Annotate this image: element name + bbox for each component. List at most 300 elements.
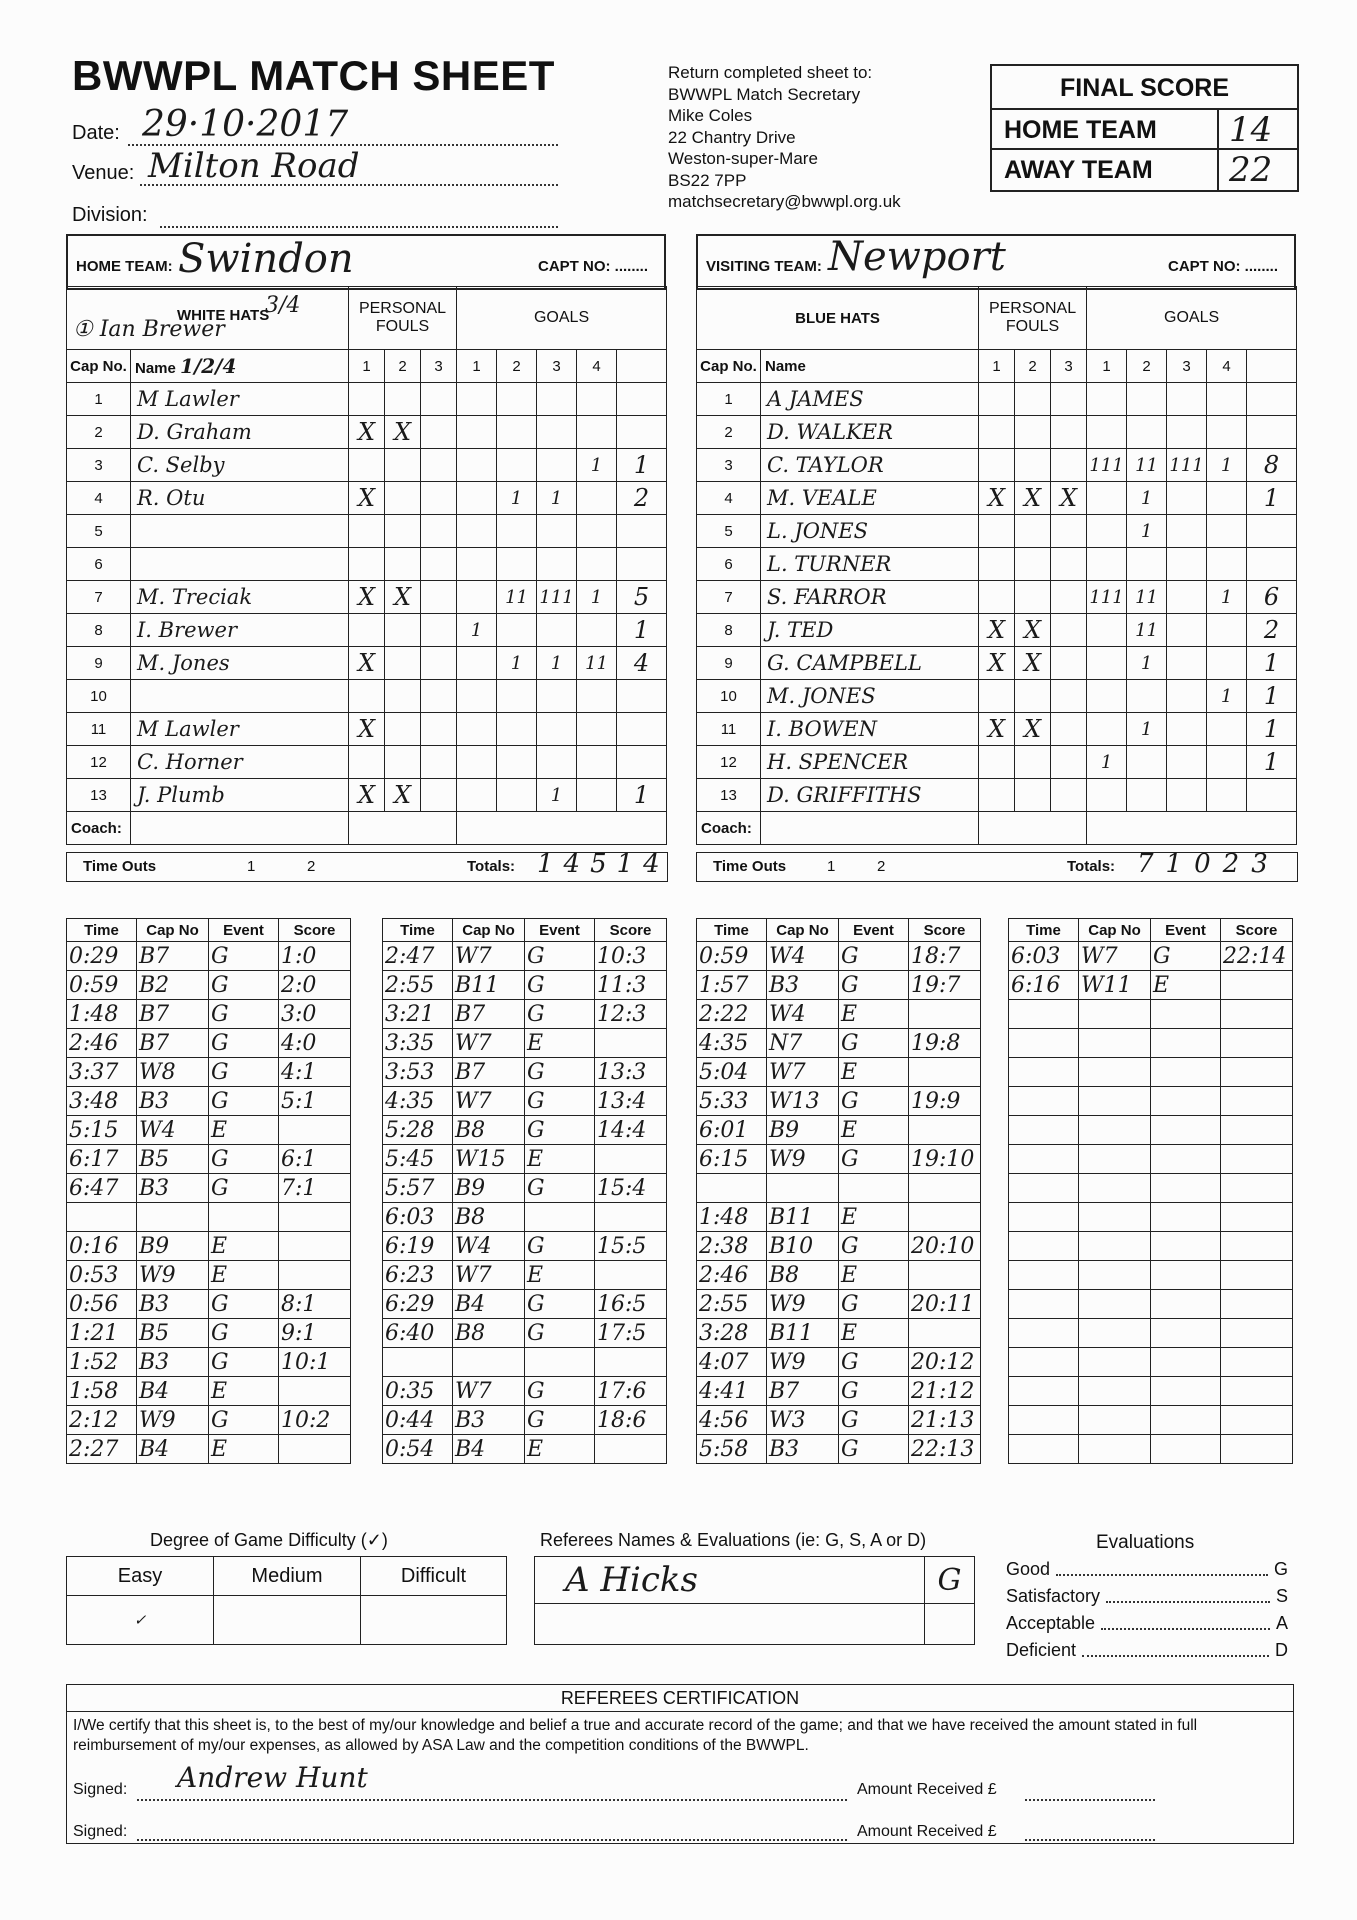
event-cell[interactable]: G <box>525 1000 595 1029</box>
event-cell[interactable]: 0:29 <box>67 942 137 971</box>
event-cell[interactable] <box>1079 1406 1151 1435</box>
foul-cell[interactable] <box>385 713 421 746</box>
event-cell[interactable] <box>1009 1058 1079 1087</box>
player-total[interactable]: 6 <box>1247 581 1297 614</box>
foul-cell[interactable]: X <box>385 779 421 812</box>
event-cell[interactable] <box>1009 1203 1079 1232</box>
event-cell[interactable] <box>1151 1087 1221 1116</box>
event-cell[interactable]: 22:13 <box>909 1435 981 1464</box>
event-cell[interactable]: 6:16 <box>1009 971 1079 1000</box>
foul-cell[interactable] <box>421 383 457 416</box>
coach-field[interactable] <box>761 812 979 845</box>
event-cell[interactable]: 17:5 <box>595 1319 667 1348</box>
goal-cell[interactable] <box>577 548 617 581</box>
foul-cell[interactable] <box>979 548 1015 581</box>
event-cell[interactable]: B3 <box>137 1087 209 1116</box>
event-cell[interactable] <box>595 1203 667 1232</box>
event-cell[interactable] <box>1221 1319 1293 1348</box>
goal-cell[interactable] <box>1207 383 1247 416</box>
event-cell[interactable] <box>595 1029 667 1058</box>
foul-cell[interactable] <box>385 680 421 713</box>
event-cell[interactable] <box>525 1203 595 1232</box>
event-cell[interactable]: W11 <box>1079 971 1151 1000</box>
event-cell[interactable] <box>1151 1261 1221 1290</box>
foul-cell[interactable] <box>421 416 457 449</box>
event-cell[interactable]: G <box>525 1377 595 1406</box>
goal-cell[interactable] <box>1087 614 1127 647</box>
goal-cell[interactable] <box>1207 713 1247 746</box>
event-cell[interactable]: 5:33 <box>697 1087 767 1116</box>
event-cell[interactable]: 0:59 <box>697 942 767 971</box>
event-cell[interactable]: 3:53 <box>383 1058 453 1087</box>
event-cell[interactable] <box>909 1319 981 1348</box>
event-cell[interactable]: W9 <box>137 1261 209 1290</box>
foul-cell[interactable] <box>979 779 1015 812</box>
foul-cell[interactable] <box>385 746 421 779</box>
event-cell[interactable] <box>1221 1029 1293 1058</box>
event-cell[interactable]: B3 <box>137 1348 209 1377</box>
event-cell[interactable]: B7 <box>137 1000 209 1029</box>
event-cell[interactable]: G <box>209 1290 279 1319</box>
foul-cell[interactable]: X <box>1015 614 1051 647</box>
event-cell[interactable]: 19:7 <box>909 971 981 1000</box>
event-cell[interactable]: 19:10 <box>909 1145 981 1174</box>
event-cell[interactable]: 5:28 <box>383 1116 453 1145</box>
event-cell[interactable] <box>1079 1087 1151 1116</box>
event-cell[interactable]: B5 <box>137 1319 209 1348</box>
player-name[interactable]: C. Selby <box>131 449 349 482</box>
event-cell[interactable]: E <box>209 1232 279 1261</box>
event-cell[interactable] <box>1009 1261 1079 1290</box>
event-cell[interactable] <box>1221 1290 1293 1319</box>
event-cell[interactable]: 6:15 <box>697 1145 767 1174</box>
event-cell[interactable]: 3:37 <box>67 1058 137 1087</box>
event-cell[interactable] <box>595 1261 667 1290</box>
goal-cell[interactable]: 1 <box>1207 680 1247 713</box>
event-cell[interactable] <box>1079 1000 1151 1029</box>
event-cell[interactable]: 18:7 <box>909 942 981 971</box>
event-cell[interactable]: 19:8 <box>909 1029 981 1058</box>
event-cell[interactable]: 6:01 <box>697 1116 767 1145</box>
foul-cell[interactable] <box>1015 779 1051 812</box>
event-cell[interactable]: 3:28 <box>697 1319 767 1348</box>
goal-cell[interactable] <box>537 416 577 449</box>
event-cell[interactable]: B7 <box>137 1029 209 1058</box>
goal-cell[interactable] <box>537 548 577 581</box>
player-name[interactable]: J. TED <box>761 614 979 647</box>
goal-cell[interactable] <box>497 680 537 713</box>
event-cell[interactable]: 1:48 <box>67 1000 137 1029</box>
player-name[interactable]: M. VEALE <box>761 482 979 515</box>
event-cell[interactable]: W15 <box>453 1145 525 1174</box>
foul-cell[interactable] <box>421 449 457 482</box>
event-cell[interactable]: E <box>839 1058 909 1087</box>
event-cell[interactable]: 3:0 <box>279 1000 351 1029</box>
event-cell[interactable]: 13:4 <box>595 1087 667 1116</box>
event-cell[interactable]: B8 <box>453 1319 525 1348</box>
event-cell[interactable]: W7 <box>767 1058 839 1087</box>
foul-cell[interactable] <box>1051 548 1087 581</box>
event-cell[interactable] <box>909 1203 981 1232</box>
goal-cell[interactable] <box>1087 416 1127 449</box>
goal-cell[interactable] <box>457 383 497 416</box>
event-cell[interactable]: G <box>209 1319 279 1348</box>
foul-cell[interactable]: X <box>979 647 1015 680</box>
timeout-1[interactable]: 1 <box>827 858 836 875</box>
event-cell[interactable]: B8 <box>767 1261 839 1290</box>
event-cell[interactable]: W9 <box>767 1145 839 1174</box>
event-cell[interactable]: G <box>209 1087 279 1116</box>
referee-evaluation[interactable]: G <box>925 1557 975 1604</box>
event-cell[interactable]: G <box>209 1145 279 1174</box>
event-cell[interactable]: 1:57 <box>697 971 767 1000</box>
goal-cell[interactable] <box>1127 746 1167 779</box>
foul-cell[interactable] <box>349 680 385 713</box>
goal-cell[interactable] <box>537 515 577 548</box>
event-cell[interactable]: 2:47 <box>383 942 453 971</box>
foul-cell[interactable]: X <box>979 614 1015 647</box>
goal-cell[interactable] <box>497 713 537 746</box>
event-cell[interactable] <box>1079 1029 1151 1058</box>
event-cell[interactable] <box>279 1435 351 1464</box>
goal-cell[interactable]: 111 <box>537 581 577 614</box>
foul-cell[interactable] <box>1051 713 1087 746</box>
event-cell[interactable]: G <box>525 1087 595 1116</box>
event-cell[interactable] <box>1009 1319 1079 1348</box>
goal-cell[interactable] <box>1167 647 1207 680</box>
goal-cell[interactable] <box>1207 614 1247 647</box>
event-cell[interactable] <box>595 1145 667 1174</box>
event-cell[interactable] <box>1221 1203 1293 1232</box>
goal-cell[interactable] <box>457 779 497 812</box>
player-total[interactable]: 2 <box>1247 614 1297 647</box>
difficulty-medium-checkbox[interactable] <box>214 1596 361 1645</box>
event-cell[interactable]: 4:0 <box>279 1029 351 1058</box>
event-cell[interactable]: G <box>209 1000 279 1029</box>
player-total[interactable]: 2 <box>617 482 667 515</box>
event-cell[interactable]: 10:3 <box>595 942 667 971</box>
foul-cell[interactable]: X <box>349 416 385 449</box>
event-cell[interactable] <box>1221 971 1293 1000</box>
event-cell[interactable] <box>525 1348 595 1377</box>
goal-cell[interactable]: 1 <box>1207 581 1247 614</box>
player-total[interactable] <box>1247 779 1297 812</box>
player-total[interactable] <box>617 746 667 779</box>
foul-cell[interactable] <box>1051 449 1087 482</box>
foul-cell[interactable] <box>385 647 421 680</box>
event-cell[interactable] <box>1009 1435 1079 1464</box>
event-cell[interactable] <box>1221 1000 1293 1029</box>
event-cell[interactable]: 5:45 <box>383 1145 453 1174</box>
goal-cell[interactable] <box>1087 680 1127 713</box>
event-cell[interactable]: 1:0 <box>279 942 351 971</box>
goal-cell[interactable] <box>1087 779 1127 812</box>
division-field[interactable] <box>160 200 558 228</box>
event-cell[interactable] <box>1151 1377 1221 1406</box>
event-cell[interactable] <box>909 1000 981 1029</box>
goal-cell[interactable] <box>457 515 497 548</box>
event-cell[interactable]: 6:19 <box>383 1232 453 1261</box>
event-cell[interactable]: G <box>209 971 279 1000</box>
foul-cell[interactable] <box>1051 515 1087 548</box>
event-cell[interactable]: W4 <box>767 1000 839 1029</box>
foul-cell[interactable] <box>1015 548 1051 581</box>
goal-cell[interactable] <box>1167 383 1207 416</box>
goal-cell[interactable] <box>1167 746 1207 779</box>
event-cell[interactable]: G <box>525 1290 595 1319</box>
goal-cell[interactable] <box>1167 581 1207 614</box>
event-cell[interactable] <box>909 1116 981 1145</box>
event-cell[interactable]: 2:46 <box>697 1261 767 1290</box>
event-cell[interactable]: G <box>839 1348 909 1377</box>
goal-cell[interactable] <box>497 449 537 482</box>
event-cell[interactable]: 4:35 <box>383 1087 453 1116</box>
event-cell[interactable]: 2:55 <box>697 1290 767 1319</box>
goal-cell[interactable]: 11 <box>1127 614 1167 647</box>
event-cell[interactable] <box>1221 1058 1293 1087</box>
foul-cell[interactable] <box>1051 746 1087 779</box>
event-cell[interactable]: 6:03 <box>1009 942 1079 971</box>
foul-cell[interactable] <box>349 449 385 482</box>
event-cell[interactable] <box>1221 1435 1293 1464</box>
event-cell[interactable]: 6:17 <box>67 1145 137 1174</box>
event-cell[interactable]: 22:14 <box>1221 942 1293 971</box>
event-cell[interactable]: 2:38 <box>697 1232 767 1261</box>
foul-cell[interactable] <box>421 746 457 779</box>
event-cell[interactable] <box>1079 1232 1151 1261</box>
event-cell[interactable] <box>1009 1000 1079 1029</box>
event-cell[interactable]: W7 <box>453 1087 525 1116</box>
event-cell[interactable] <box>1151 1029 1221 1058</box>
foul-cell[interactable] <box>1015 416 1051 449</box>
player-name[interactable]: J. Plumb <box>131 779 349 812</box>
event-cell[interactable]: B10 <box>767 1232 839 1261</box>
event-cell[interactable]: 4:56 <box>697 1406 767 1435</box>
goal-cell[interactable]: 1 <box>1087 746 1127 779</box>
event-cell[interactable]: G <box>525 1232 595 1261</box>
foul-cell[interactable] <box>385 482 421 515</box>
foul-cell[interactable]: X <box>979 482 1015 515</box>
event-cell[interactable]: E <box>209 1116 279 1145</box>
event-cell[interactable]: 18:6 <box>595 1406 667 1435</box>
event-cell[interactable]: E <box>525 1145 595 1174</box>
difficulty-difficult-checkbox[interactable] <box>361 1596 507 1645</box>
event-cell[interactable]: 0:35 <box>383 1377 453 1406</box>
home-score-field[interactable] <box>1217 110 1297 150</box>
event-cell[interactable]: E <box>209 1435 279 1464</box>
player-name[interactable]: M Lawler <box>131 713 349 746</box>
goal-cell[interactable] <box>537 746 577 779</box>
goal-cell[interactable] <box>577 746 617 779</box>
event-cell[interactable] <box>909 1174 981 1203</box>
event-cell[interactable]: 6:03 <box>383 1203 453 1232</box>
goal-cell[interactable] <box>537 614 577 647</box>
foul-cell[interactable] <box>1015 746 1051 779</box>
date-field[interactable] <box>128 104 558 146</box>
foul-cell[interactable] <box>349 614 385 647</box>
goal-cell[interactable] <box>457 746 497 779</box>
goal-cell[interactable]: 11 <box>497 581 537 614</box>
event-cell[interactable] <box>1009 1145 1079 1174</box>
event-cell[interactable]: G <box>525 942 595 971</box>
goal-cell[interactable]: 1 <box>1127 515 1167 548</box>
player-total[interactable]: 1 <box>617 449 667 482</box>
event-cell[interactable]: W4 <box>453 1232 525 1261</box>
event-cell[interactable]: 7:1 <box>279 1174 351 1203</box>
event-cell[interactable] <box>1009 1174 1079 1203</box>
event-cell[interactable]: G <box>839 1435 909 1464</box>
foul-cell[interactable]: X <box>385 581 421 614</box>
event-cell[interactable] <box>279 1261 351 1290</box>
goal-cell[interactable] <box>1207 647 1247 680</box>
timeout-2[interactable]: 2 <box>877 858 886 875</box>
event-cell[interactable] <box>1009 1377 1079 1406</box>
event-cell[interactable] <box>1079 1058 1151 1087</box>
goal-cell[interactable] <box>457 680 497 713</box>
player-total[interactable] <box>617 383 667 416</box>
event-cell[interactable]: E <box>839 1319 909 1348</box>
event-cell[interactable]: G <box>839 1377 909 1406</box>
referee-evaluation-2[interactable] <box>925 1604 975 1645</box>
foul-cell[interactable] <box>1051 614 1087 647</box>
foul-cell[interactable] <box>979 680 1015 713</box>
goal-cell[interactable] <box>577 482 617 515</box>
event-cell[interactable]: B4 <box>137 1435 209 1464</box>
player-name[interactable]: A JAMES <box>761 383 979 416</box>
goal-cell[interactable] <box>457 647 497 680</box>
event-cell[interactable]: 6:47 <box>67 1174 137 1203</box>
goal-cell[interactable]: 11 <box>1127 449 1167 482</box>
goal-cell[interactable] <box>1087 383 1127 416</box>
goal-cell[interactable] <box>1207 482 1247 515</box>
event-cell[interactable]: W9 <box>137 1406 209 1435</box>
goal-cell[interactable]: 1 <box>497 482 537 515</box>
event-cell[interactable]: B5 <box>137 1145 209 1174</box>
event-cell[interactable]: W13 <box>767 1087 839 1116</box>
event-cell[interactable]: B2 <box>137 971 209 1000</box>
goal-cell[interactable] <box>1127 548 1167 581</box>
goal-cell[interactable] <box>577 614 617 647</box>
event-cell[interactable]: W7 <box>453 942 525 971</box>
goal-cell[interactable]: 111 <box>1087 581 1127 614</box>
event-cell[interactable]: 17:6 <box>595 1377 667 1406</box>
foul-cell[interactable] <box>421 647 457 680</box>
foul-cell[interactable]: X <box>1015 647 1051 680</box>
goal-cell[interactable] <box>577 383 617 416</box>
goal-cell[interactable] <box>577 515 617 548</box>
foul-cell[interactable]: X <box>1051 482 1087 515</box>
event-cell[interactable]: B3 <box>767 1435 839 1464</box>
event-cell[interactable] <box>1079 1174 1151 1203</box>
event-cell[interactable]: G <box>209 1348 279 1377</box>
goal-cell[interactable] <box>497 383 537 416</box>
event-cell[interactable] <box>1009 1290 1079 1319</box>
foul-cell[interactable] <box>979 746 1015 779</box>
foul-cell[interactable] <box>349 515 385 548</box>
foul-cell[interactable] <box>979 416 1015 449</box>
event-cell[interactable]: E <box>209 1261 279 1290</box>
event-cell[interactable]: 0:44 <box>383 1406 453 1435</box>
event-cell[interactable] <box>1009 1087 1079 1116</box>
home-team-name[interactable]: Swindon <box>178 236 354 282</box>
event-cell[interactable]: 2:22 <box>697 1000 767 1029</box>
goal-cell[interactable] <box>497 746 537 779</box>
goal-cell[interactable] <box>457 416 497 449</box>
event-cell[interactable]: G <box>525 1406 595 1435</box>
event-cell[interactable]: 3:48 <box>67 1087 137 1116</box>
event-cell[interactable]: 6:40 <box>383 1319 453 1348</box>
goal-cell[interactable] <box>577 416 617 449</box>
event-cell[interactable]: 6:23 <box>383 1261 453 1290</box>
event-cell[interactable]: 2:55 <box>383 971 453 1000</box>
goal-cell[interactable] <box>537 449 577 482</box>
event-cell[interactable]: W9 <box>767 1348 839 1377</box>
player-name[interactable] <box>131 548 349 581</box>
event-cell[interactable] <box>383 1348 453 1377</box>
event-cell[interactable] <box>1079 1290 1151 1319</box>
player-name[interactable]: I. Brewer <box>131 614 349 647</box>
foul-cell[interactable]: X <box>349 779 385 812</box>
foul-cell[interactable] <box>1051 383 1087 416</box>
event-cell[interactable] <box>1009 1232 1079 1261</box>
event-cell[interactable] <box>1221 1116 1293 1145</box>
player-name[interactable]: C. TAYLOR <box>761 449 979 482</box>
player-name[interactable]: D. Graham <box>131 416 349 449</box>
player-name[interactable]: G. CAMPBELL <box>761 647 979 680</box>
goal-cell[interactable]: 111 <box>1087 449 1127 482</box>
event-cell[interactable]: G <box>525 1116 595 1145</box>
event-cell[interactable]: B3 <box>137 1174 209 1203</box>
timeout-2[interactable]: 2 <box>307 858 316 875</box>
player-total[interactable]: 1 <box>1247 746 1297 779</box>
event-cell[interactable] <box>453 1348 525 1377</box>
event-cell[interactable]: 19:9 <box>909 1087 981 1116</box>
event-cell[interactable] <box>1079 1377 1151 1406</box>
event-cell[interactable] <box>1009 1406 1079 1435</box>
goal-cell[interactable]: 1 <box>537 647 577 680</box>
player-total[interactable] <box>617 416 667 449</box>
player-name[interactable] <box>131 680 349 713</box>
event-cell[interactable]: B7 <box>137 942 209 971</box>
event-cell[interactable]: 10:1 <box>279 1348 351 1377</box>
goal-cell[interactable]: 11 <box>577 647 617 680</box>
player-total[interactable]: 1 <box>617 779 667 812</box>
goal-cell[interactable] <box>1167 713 1207 746</box>
event-cell[interactable]: B3 <box>137 1290 209 1319</box>
event-cell[interactable] <box>1079 1116 1151 1145</box>
goal-cell[interactable] <box>497 548 537 581</box>
event-cell[interactable]: 3:35 <box>383 1029 453 1058</box>
event-cell[interactable] <box>595 1435 667 1464</box>
signature-field-2[interactable] <box>137 1819 847 1841</box>
event-cell[interactable]: B4 <box>453 1435 525 1464</box>
goal-cell[interactable]: 1 <box>1127 647 1167 680</box>
foul-cell[interactable] <box>979 581 1015 614</box>
event-cell[interactable] <box>697 1174 767 1203</box>
goal-cell[interactable] <box>1127 680 1167 713</box>
event-cell[interactable]: 20:11 <box>909 1290 981 1319</box>
event-cell[interactable]: 0:54 <box>383 1435 453 1464</box>
goal-cell[interactable] <box>1207 746 1247 779</box>
foul-cell[interactable]: X <box>1015 713 1051 746</box>
event-cell[interactable]: 5:04 <box>697 1058 767 1087</box>
goal-cell[interactable] <box>1167 548 1207 581</box>
event-cell[interactable] <box>909 1261 981 1290</box>
foul-cell[interactable]: X <box>349 647 385 680</box>
event-cell[interactable]: 0:56 <box>67 1290 137 1319</box>
player-total[interactable] <box>1247 515 1297 548</box>
player-name[interactable]: M. Treciak <box>131 581 349 614</box>
